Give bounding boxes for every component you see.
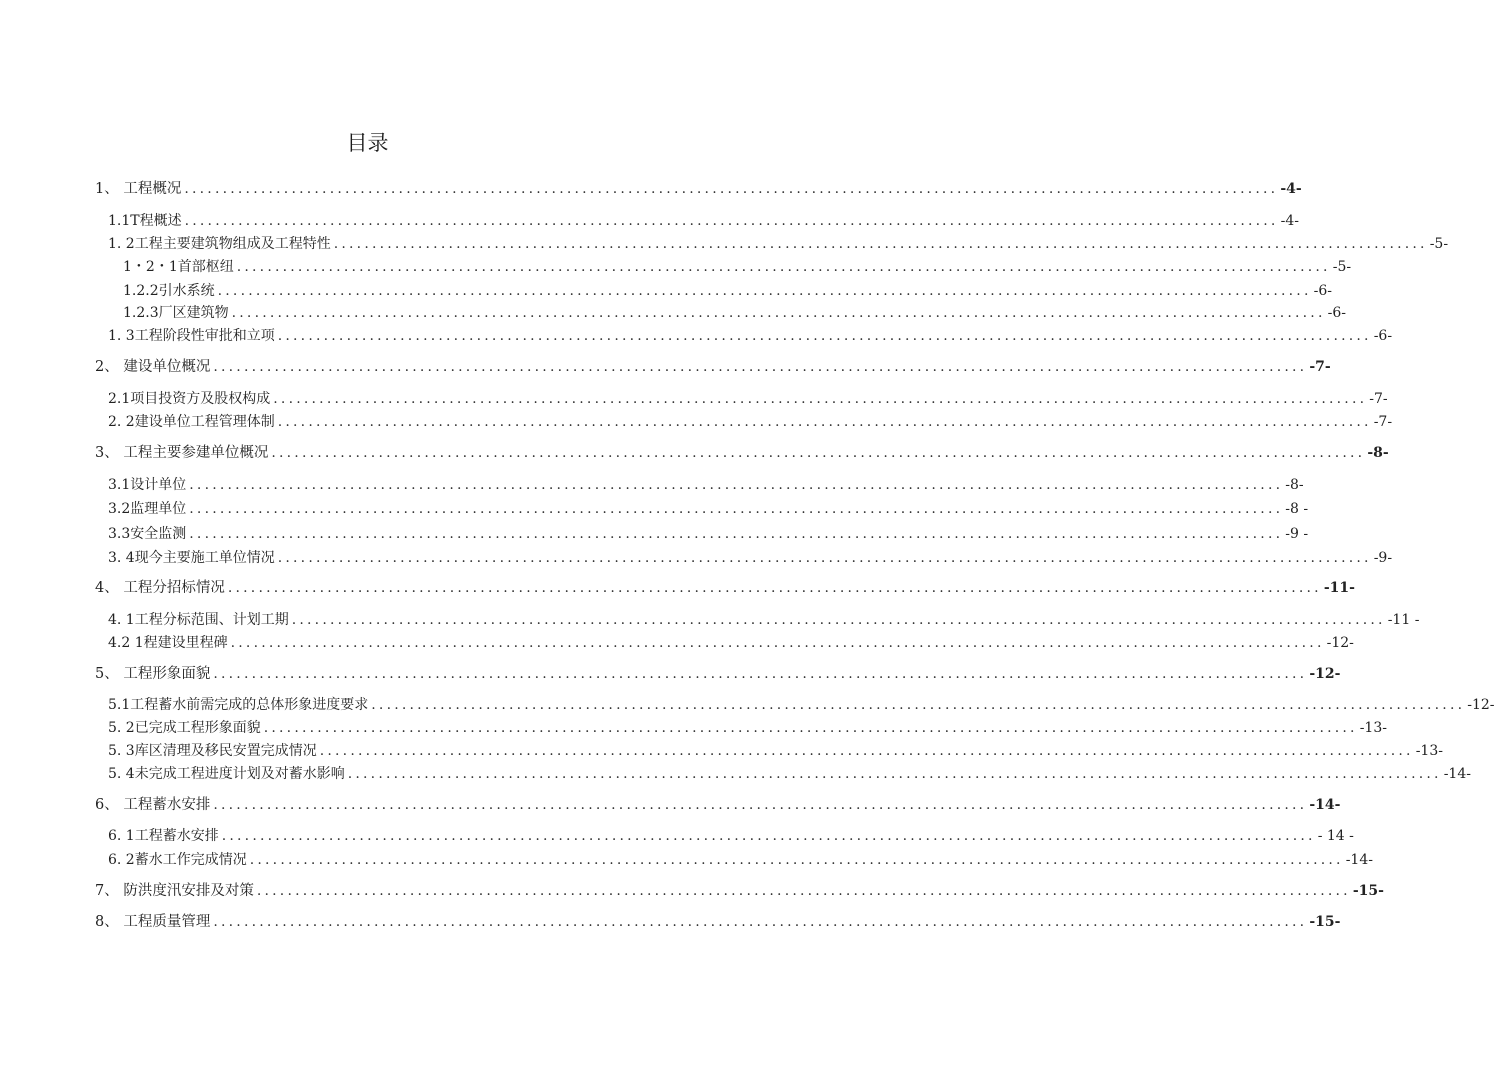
toc-entry[interactable]: [108, 389, 1388, 409]
toc-entry-text: 2.1项目投资方及股权构成: [108, 391, 271, 407]
dot-leader: ...............................................................................................................................................: [256, 883, 1351, 899]
toc-entry-page: -5-: [1332, 259, 1352, 275]
toc-entry-text: 1.2.2引水系统: [123, 283, 215, 299]
dot-leader: ...............................................................................................................................................: [184, 181, 1279, 197]
toc-entry-page: -8-: [1367, 445, 1389, 461]
toc-entry-page: -15-: [1309, 914, 1341, 930]
toc-entry-page: -7-: [1369, 391, 1388, 407]
dot-leader: ...............................................................................................................................................: [249, 852, 1344, 868]
toc-entry[interactable]: [95, 912, 1341, 932]
toc-entry[interactable]: [108, 326, 1393, 346]
toc-entry-page: -8 -: [1285, 501, 1309, 517]
toc-entry-page: -12-: [1309, 666, 1341, 682]
toc-entry-page: -14-: [1443, 766, 1471, 782]
toc-entry-text: 1、 工程概况: [95, 181, 182, 197]
toc-entry[interactable]: [95, 443, 1389, 463]
dot-leader: ...............................................................................................................................................: [277, 328, 1372, 344]
dot-leader: ...............................................................................................................................................: [291, 612, 1386, 628]
toc-entry-page: -5-: [1429, 236, 1449, 252]
toc-entry[interactable]: [108, 695, 1495, 715]
toc-entry-page: -15-: [1352, 883, 1384, 899]
toc-entry[interactable]: [108, 548, 1393, 568]
dot-leader: ...............................................................................................................................................: [221, 828, 1316, 844]
toc-entry-text: 4、 工程分招标情况: [95, 580, 225, 596]
toc-entry-text: 6. 2蓄水工作完成情况: [108, 852, 247, 868]
dot-leader: ...............................................................................................................................................: [184, 213, 1279, 229]
toc-title: 目录: [346, 131, 389, 155]
toc-entry-page: -13-: [1359, 720, 1387, 736]
toc-entry[interactable]: [108, 764, 1471, 784]
toc-entry-page: -13-: [1415, 743, 1443, 759]
toc-entry-page: -12-: [1326, 635, 1354, 651]
dot-leader: ...............................................................................................................................................: [236, 259, 1331, 275]
toc-entry-page: -6-: [1373, 328, 1393, 344]
toc-entry-page: -4-: [1280, 213, 1299, 229]
toc-entry-text: 5.1工程蓄水前需完成的总体形象进度要求: [108, 697, 369, 713]
dot-leader: ...............................................................................................................................................: [271, 445, 1366, 461]
toc-entry-text: 1・2・1首部枢纽: [123, 259, 234, 275]
toc-entry-page: - 14 -: [1317, 828, 1354, 844]
toc-entry-text: 3. 4现今主要施工单位情况: [108, 550, 275, 566]
toc-entry[interactable]: [108, 718, 1387, 738]
dot-leader: ...............................................................................................................................................: [277, 550, 1372, 566]
toc-entry-text: 2. 2建设单位工程管理体制: [108, 414, 275, 430]
dot-leader: ...............................................................................................................................................: [227, 580, 1322, 596]
toc-entry-page: -11-: [1323, 580, 1355, 596]
toc-entry-text: 6、 工程蓄水安排: [95, 797, 211, 813]
toc-entry-page: -4-: [1280, 181, 1302, 197]
toc-entry[interactable]: [95, 179, 1302, 199]
dot-leader: ...............................................................................................................................................: [347, 766, 1442, 782]
toc-entry-text: 1. 2工程主要建筑物组成及工程特性: [108, 236, 331, 252]
dot-leader: ...............................................................................................................................................: [371, 697, 1466, 713]
toc-entry-text: 5、 工程形象面貌: [95, 666, 211, 682]
dot-leader: ...............................................................................................................................................: [189, 526, 1284, 542]
dot-leader: ...............................................................................................................................................: [263, 720, 1358, 736]
toc-entry-text: 3.1设计单位: [108, 477, 187, 493]
toc-entry[interactable]: [123, 281, 1332, 301]
toc-entry[interactable]: [123, 303, 1346, 323]
toc-entry[interactable]: [95, 795, 1341, 815]
toc-entry-text: 3.2监理单位: [108, 501, 187, 517]
toc-entry[interactable]: [95, 357, 1331, 377]
toc-entry-page: -6-: [1327, 305, 1346, 321]
toc-entry-page: -7-: [1309, 359, 1331, 375]
toc-entry[interactable]: [108, 850, 1373, 870]
toc-entry-page: -14-: [1309, 797, 1341, 813]
toc-entry-page: -12-: [1467, 697, 1495, 713]
toc-entry-text: 1.1T程概述: [108, 213, 182, 229]
toc-entry-page: -8-: [1285, 477, 1304, 493]
toc-entry-page: -11 -: [1387, 612, 1420, 628]
toc-entry-text: 3、 工程主要参建单位概况: [95, 445, 269, 461]
toc-entry-text: 1. 3工程阶段性审批和立项: [108, 328, 275, 344]
dot-leader: ...............................................................................................................................................: [213, 797, 1308, 813]
toc-entry[interactable]: [108, 475, 1304, 495]
dot-leader: ...............................................................................................................................................: [333, 236, 1428, 252]
toc-entry-text: 2、 建设单位概况: [95, 359, 211, 375]
toc-entry[interactable]: [108, 499, 1309, 519]
toc-entry[interactable]: [108, 412, 1393, 432]
dot-leader: ...............................................................................................................................................: [213, 666, 1308, 682]
toc-entry[interactable]: [108, 826, 1354, 846]
toc-entry[interactable]: [95, 664, 1341, 684]
dot-leader: ...............................................................................................................................................: [189, 477, 1284, 493]
toc-entry-text: 8、 工程质量管理: [95, 914, 211, 930]
toc-entry[interactable]: [108, 610, 1420, 630]
toc-entry-text: 7、 防洪度汛安排及对策: [95, 883, 254, 899]
toc-entry-page: -6-: [1313, 283, 1332, 299]
toc-entry-text: 6. 1工程蓄水安排: [108, 828, 219, 844]
dot-leader: ...............................................................................................................................................: [231, 305, 1326, 321]
dot-leader: ...............................................................................................................................................: [319, 743, 1414, 759]
dot-leader: ...............................................................................................................................................: [213, 914, 1308, 930]
toc-entry[interactable]: [108, 741, 1443, 761]
toc-entry[interactable]: [95, 578, 1355, 598]
toc-entry-text: 3.3安全监测: [108, 526, 187, 542]
toc-entry[interactable]: [108, 524, 1309, 544]
toc-entry-page: -9-: [1373, 550, 1393, 566]
toc-entry[interactable]: [108, 234, 1449, 254]
dot-leader: ...............................................................................................................................................: [213, 359, 1308, 375]
dot-leader: ...............................................................................................................................................: [277, 414, 1372, 430]
toc-entry[interactable]: [108, 633, 1354, 653]
toc-entry[interactable]: [108, 211, 1299, 231]
toc-entry-text: 4.2 1程建设里程碑: [108, 635, 228, 651]
dot-leader: ...............................................................................................................................................: [230, 635, 1325, 651]
toc-entry-text: 1.2.3厂区建筑物: [123, 305, 229, 321]
toc-entry-text: 4. 1工程分标范围、计划工期: [108, 612, 289, 628]
toc-entry[interactable]: [95, 881, 1384, 901]
toc-entry-page: -9 -: [1285, 526, 1309, 542]
toc-entry-text: 5. 4未完成工程进度计划及对蓄水影响: [108, 766, 345, 782]
toc-entry-page: -7-: [1373, 414, 1393, 430]
toc-entry[interactable]: [123, 257, 1352, 277]
toc-entry-page: -14-: [1345, 852, 1373, 868]
toc-entry-text: 5. 3库区清理及移民安置完成情况: [108, 743, 317, 759]
dot-leader: ...............................................................................................................................................: [189, 501, 1284, 517]
dot-leader: ...............................................................................................................................................: [273, 391, 1368, 407]
toc-entry-text: 5. 2已完成工程形象面貌: [108, 720, 261, 736]
dot-leader: ...............................................................................................................................................: [217, 283, 1312, 299]
